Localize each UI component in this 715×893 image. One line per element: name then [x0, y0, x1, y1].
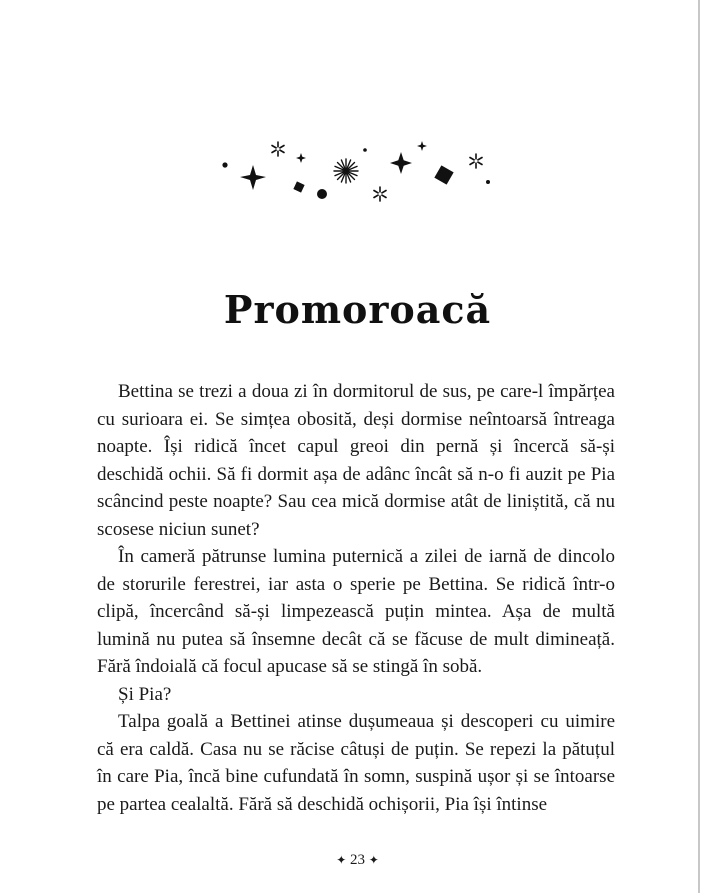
paragraph: În cameră pătrunse lumina puternică a zilei de iarnă de dincolo de storurile ferestrei, iar asta o sperie pe Bettina. Se ridică într-o clipă, încercând să-și limpezească puțin mintea. Așa de multă lumină nu putea să însemne decât că se făcuse de mult dimineață. Fără îndoială că focul apucase să se stingă în sobă.	[97, 546, 615, 677]
page-edge-divider	[698, 0, 700, 893]
ornament-dot	[222, 162, 227, 167]
ornament-snowflake	[470, 154, 482, 168]
ornament-sparkle	[432, 163, 456, 187]
folio-ornament-left: ✦	[336, 853, 347, 867]
paragraph: Talpa goală a Bettinei atinse dușumeaua și descoperi cu uimire că era caldă. Casa nu se răcise câtuși de puțin. Se repezi la pătuțul în care Pia, încă bine cufundată în somn, suspină ușor și se întoarse pe partea cealaltă. Fără să deschidă ochișorii, Pia își întinse	[97, 711, 615, 815]
paragraph: Și Pia?	[118, 683, 172, 705]
ornament-star	[296, 153, 306, 163]
page-number: 23	[350, 852, 365, 868]
folio-ornament-right: ✦	[368, 853, 379, 867]
ornament-dot	[486, 180, 490, 184]
chapter-title: Promoroacă	[223, 287, 492, 333]
ornament-snowflake	[272, 142, 284, 156]
paragraph: Bettina se trezi a doua zi în dormitorul de sus, pe care-l împărțea cu surioara ei. Se simțea obosită, deși dormise neîntoarsă întreaga noapte. Își ridică încet capul greoi din pernă și încercă să-și deschidă ochii. Să fi dormit așa de adânc încât să n-o fi auzit pe Pia scâncind peste noapte? Sau cea mică dormise atât de liniștită, că nu scosese niciun sunet?	[97, 381, 615, 540]
ornament-dot	[317, 189, 327, 199]
ornament-starburst	[334, 159, 358, 183]
snowflakes-and-stars-ornament-icon	[215, 130, 500, 210]
page-number-footer	[0, 852, 715, 869]
ornament-star	[390, 152, 412, 174]
ornament-star	[417, 141, 427, 151]
ornament-dot	[363, 148, 367, 152]
ornament-snowflake	[374, 187, 386, 201]
ornament-sparkle	[291, 179, 306, 194]
ornament-star	[240, 165, 266, 190]
chapter-body-text	[97, 378, 615, 818]
